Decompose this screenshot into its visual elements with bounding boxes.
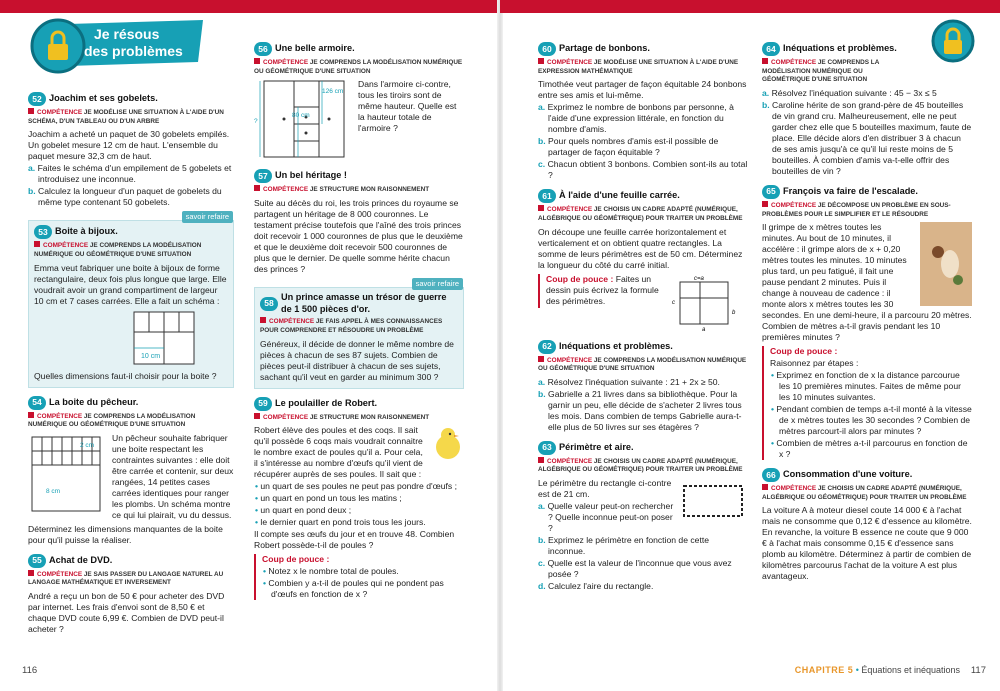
- exercise-title: François va faire de l'escalade.: [783, 186, 918, 197]
- exercise-number: 52: [28, 92, 46, 106]
- competence: COMPÉTENCE JE STRUCTURE MON RAISONNEMENT: [254, 185, 464, 195]
- competence: COMPÉTENCE JE COMPRENDS LA MODÉLISATION NUMÉRIQUE OU GÉOMÉTRIQUE D'UNE SITUATION: [762, 59, 880, 84]
- boite-bijoux-diagram: [34, 310, 230, 368]
- right-page: [500, 0, 1000, 691]
- chapter-footer: CHAPITRE 5 • Équations et inéquations: [794, 665, 960, 676]
- competence: COMPÉTENCE JE CHOISIS UN CADRE ADAPTÉ (NUMÉRIQUE, ALGÉBRIQUE OU GÉOMÉTRIQUE) POUR TRAITER UN PROBLÈME: [538, 457, 743, 474]
- page-number-right: 117: [970, 664, 986, 676]
- exercise-64: [762, 42, 972, 177]
- hint-text: Faites un dessin puis écrivez la formule des périmètres.: [546, 273, 659, 306]
- bullet-1: • un quart de ses poules ne peut pas pondre d'œufs ;: [255, 481, 457, 492]
- exercise-title: Joachim et ses gobelets.: [49, 93, 158, 104]
- exercise-text: La voiture A à moteur diesel coute 14 000 € à l'achat mais ne consomme que 0,12 € d'essence au kilomètre. En revanche, la voiture B essence ne coute que 9 000 € à l'achat mais consomme 0,15 € d'essence sans plomb au kilomètre. Déterminez à partir de combien de kilomètres parcourus l'achat de la voiture A est plus avantageux.: [762, 505, 972, 582]
- exercise-57: [254, 169, 464, 275]
- page-number-left: 116: [22, 664, 38, 676]
- exercise-text: Un pêcheur souhaite fabriquer une boite respectant les contraintes suivantes : elle doit être carrée et contenir, sur deux rangées, 14 petites cases carrées identiques pour ranger les plombs. Un schéma montre ce qui lui plairait, vu du dessus.: [112, 432, 234, 520]
- competence: COMPÉTENCE JE COMPRENDS LA MODÉLISATION NUMÉRIQUE OU GÉOMÉTRIQUE D'UNE SITUATION: [538, 356, 747, 373]
- exercise-text-2: Il compte ses œufs du jour et en trouve 48. Combien Robert possède-t-il de poules ?: [254, 529, 455, 551]
- hint-2: • Pendant combien de temps a-t-il monté à la vitesse de x mètres toutes les 30 secondes ? Combien de mètres parcourt-il alors par minutes ?: [771, 404, 972, 437]
- exercise-number: 64: [762, 42, 780, 56]
- exercise-62: [538, 340, 748, 433]
- banner-title-line1: Je résous: [94, 26, 160, 42]
- exercise-text: Dans l'armoire ci-contre, tous les tiroirs sont de même hauteur. Quelle est la hauteur totale de l'armoire ?: [358, 79, 457, 134]
- exercise-text: Généreux, il décide de donner le même nombre de pièces à chacun de ses 87 sujets. Combien de pièces peut-il distribuer à chacun de ses sujets, sachant qu'il veut en garder au minimum 300 ?: [260, 338, 454, 382]
- question-b: b. Exprimez le périmètre en fonction de cette inconnue.: [538, 535, 710, 557]
- exercise-56: [254, 42, 464, 161]
- right-column-1: [538, 42, 748, 600]
- header-banner: [28, 16, 208, 78]
- exercise-52: [28, 92, 234, 208]
- bullet-3: • un quart en pond deux ;: [255, 505, 352, 516]
- exercise-number: 59: [254, 397, 272, 411]
- exercise-title: Un bel héritage !: [275, 170, 347, 181]
- svg-text:c=a: c=a: [694, 275, 704, 282]
- question-a: a. Faites le schéma d'un empilement de 5 gobelets et introduisez une inconnue.: [28, 163, 232, 185]
- exercise-number: 55: [28, 554, 46, 568]
- competence: COMPÉTENCE JE MODÉLISE UNE SITUATION À L'AIDE D'UNE EXPRESSION MATHÉMATIQUE: [538, 59, 739, 75]
- exercise-title: Boite à bijoux.: [55, 226, 118, 237]
- svg-text:126 cm: 126 cm: [322, 88, 344, 96]
- exercise-text: Joachim a acheté un paquet de 30 gobelets empilés. Un gobelet mesure 12 cm de haut. L'ensemble du paquet mesure 32,3 cm de haut.: [28, 129, 230, 162]
- svg-text:8 cm: 8 cm: [46, 487, 61, 495]
- competence: COMPÉTENCE JE COMPRENDS LA MODÉLISATION NUMÉRIQUE OU GÉOMÉTRIQUE D'UNE SITUATION: [34, 242, 202, 258]
- question-b: b. Caroline hérite de son grand-père de 45 bouteilles de vin grand cru. Malheureusement, elle ne peut garder chez elle que 5 bouteilles maximum, faute de place. Elle décide alors d'en distribuer 3 à chacun de ses amis jusqu'à ce qu'il lui reste moins de 5 bouteilles. À combien d'amis va-t-elle offrir des bouteilles de vin ?: [762, 99, 972, 176]
- exercise-text: Timothée veut partager de façon équitable 24 bonbons entre ses amis et lui-même.: [538, 79, 747, 101]
- exercise-63: [538, 441, 748, 592]
- question-c: c. Quelle est la valeur de l'inconnue que vous avez posée ?: [538, 558, 732, 580]
- question-c: c. Chacun obtient 3 bonbons. Combien sont-ils au total ?: [538, 159, 748, 181]
- hint-2: • Combien y a-t-il de poules qui ne pondent pas d'œufs en fonction de x ?: [263, 578, 444, 600]
- carre-diagram: [670, 274, 740, 332]
- exercise-number: 66: [762, 468, 780, 482]
- left-column-2: [254, 42, 464, 608]
- savoir-refaire-tag: savoir refaire: [182, 211, 233, 223]
- question-a: a. Résolvez l'inéquation suivante : 45 − 3x ≤ 5: [762, 87, 937, 98]
- top-bar: [0, 0, 500, 13]
- competence: COMPÉTENCE JE MODÉLISE UNE SITUATION À L'AIDE D'UN SCHÉMA, D'UN TABLEAU OU D'UN ARBRE: [28, 109, 224, 125]
- exercise-title: Une belle armoire.: [275, 43, 355, 54]
- hint-1: • Notez x le nombre total de poules.: [263, 566, 399, 577]
- competence: COMPÉTENCE JE STRUCTURE MON RAISONNEMENT: [254, 413, 464, 423]
- bullet-4: • le dernier quart en pond trois tous les jours.: [255, 517, 426, 528]
- exercise-text: Suite au décès du roi, les trois princes du royaume se partagent un héritage de 8 000 couronnes. Le testament précise toutefois que l'aîné des trois princes doit recevoir 1 000 couronnes de plus que le deuxième et que le deuxième doit recevoir 500 couronnes de plus que le dernier. De quelle somme hérite chacun des princes ?: [254, 197, 463, 274]
- question-b: b. Pour quels nombres d'amis est-il possible de partager de façon équitable ?: [538, 136, 719, 158]
- hint-1: • Exprimez en fonction de x la distance parcourue les 10 premières minutes. Faites de même pour les 10 minutes suivantes.: [771, 370, 961, 403]
- exercise-number: 61: [538, 189, 556, 203]
- hint-3: • Combien de mètres a-t-il parcourus en fonction de x ?: [771, 438, 968, 460]
- svg-text:2 cm: 2 cm: [80, 441, 95, 449]
- exercise-text: Il grimpe de x mètres toutes les minutes. Au bout de 10 minutes, il accélère : il grimpe alors de x + 0,20 mètres toutes les minutes. 10 minutes plus tard, un peu fatigué, il fait une pause pendant 2 minutes. Puis il change à nouveau de cadence : il monte alors x mètres toutes les 30 secondes. En une demi-heure, il a parcouru 20 mètres. Combien de mètres a-t-il gravis pendant les 10 premières minutes ?: [762, 222, 972, 343]
- svg-text:c: c: [672, 299, 675, 306]
- hint-intro: Raisonnez par étapes :: [770, 358, 859, 369]
- question-a: a. Quelle valeur peut-on rechercher ? Quelle inconnue peut-on poser ?: [538, 501, 674, 534]
- right-column-2: [762, 42, 972, 590]
- boite-pecheur-diagram: [28, 433, 108, 515]
- svg-text:?: ?: [254, 118, 258, 126]
- exercise-number: 57: [254, 169, 272, 183]
- chick-icon: [432, 425, 464, 461]
- exercise-text: Emma veut fabriquer une boite à bijoux de forme rectangulaire, deux fois plus longue que large. Elle voudrait avoir un grand compartiment de largeur 10 cm et 7 cases carrées. Elle a fait un schéma :: [34, 262, 227, 306]
- competence: COMPÉTENCE JE COMPRENDS LA MODÉLISATION NUMÉRIQUE OU GÉOMÉTRIQUE D'UNE SITUATION: [28, 412, 196, 429]
- exercise-number: 63: [538, 441, 556, 455]
- exercise-58: [254, 278, 464, 389]
- coup-de-pouce: [254, 554, 464, 600]
- exercise-question: Quelles dimensions faut-il choisir pour la boite ?: [34, 370, 217, 381]
- coup-de-pouce: [538, 274, 664, 308]
- hint-title: Coup de pouce :: [262, 554, 330, 565]
- competence: COMPÉTENCE JE CHOISIS UN CADRE ADAPTÉ (NUMÉRIQUE, ALGÉBRIQUE OU GÉOMÉTRIQUE) POUR TRAITER UN PROBLÈME: [762, 485, 967, 501]
- coup-de-pouce: [762, 346, 972, 460]
- exercise-55: [28, 554, 234, 635]
- competence: COMPÉTENCE JE FAIS APPEL À MES CONNAISSANCES POUR COMPRENDRE ET RÉSOUDRE UN PROBLÈME: [260, 318, 443, 335]
- exercise-66: [762, 468, 972, 582]
- exercise-number: 54: [28, 396, 46, 410]
- competence: COMPÉTENCE JE DÉCOMPOSE UN PROBLÈME EN SOUS-PROBLÈMES POUR LE SIMPLIFIER ET LE RÉSOUDRE: [762, 201, 951, 218]
- exercise-59: [254, 397, 464, 601]
- hint-title: Coup de pouce :: [770, 346, 838, 357]
- armoire-diagram: [254, 79, 354, 161]
- question-a: a. Résolvez l'inéquation suivante : 21 + 2x ≥ 50.: [538, 376, 720, 387]
- exercise-65: [762, 185, 972, 460]
- svg-text:b: b: [732, 309, 736, 316]
- exercise-title: Inéquations et problèmes.: [559, 340, 673, 351]
- question-a: a. Exprimez le nombre de bonbons par personne, à l'aide d'une expression littérale, en fonction du nombre d'amis.: [538, 102, 734, 135]
- exercise-title: Consommation d'une voiture.: [783, 469, 913, 480]
- banner-title-line2: des problèmes: [84, 43, 183, 59]
- exercise-text: André a reçu un bon de 50 € pour acheter des DVD par internet. Les frais d'envoi sont de 8,50 € et chaque DVD coute 6,99 €. Combien de DVD peut-il acheter ?: [28, 591, 225, 635]
- competence: COMPÉTENCE JE COMPRENDS LA MODÉLISATION NUMÉRIQUE OU GÉOMÉTRIQUE D'UNE SITUATION: [254, 59, 463, 75]
- exercise-text: On découpe une feuille carrée horizontalement et verticalement et on obtient quatre rectangles. La somme de leurs périmètres est de 50 cm. Déterminez la longueur du côté du carré initial.: [538, 226, 743, 270]
- climber-photo: [920, 222, 972, 306]
- rectangle-diagram: [678, 478, 748, 524]
- exercise-title: La boite du pêcheur.: [49, 396, 139, 407]
- exercise-title: Le poulailler de Robert.: [275, 397, 378, 408]
- exercise-title: Partage de bonbons.: [559, 43, 650, 54]
- exercise-title: Un prince amasse un trésor de guerre de 1 500 pièces d'or.: [281, 291, 447, 314]
- bullet-2: • un quart en pond un tous les matins ;: [255, 493, 402, 504]
- savoir-refaire-tag: savoir refaire: [412, 278, 463, 290]
- exercise-number: 58: [260, 297, 278, 311]
- exercise-title: À l'aide d'une feuille carrée.: [559, 190, 680, 201]
- question-d: d. Calculez l'aire du rectangle.: [538, 581, 654, 592]
- question-b: b. Calculez la longueur d'un paquet de gobelets du même type contenant 50 gobelets.: [28, 186, 222, 208]
- exercise-text: Le périmètre du rectangle ci-contre est de 21 cm.: [538, 478, 672, 500]
- dim-label: 10 cm: [141, 352, 161, 360]
- chapter-label: CHAPITRE 5: [794, 665, 854, 676]
- exercise-title: Achat de DVD.: [49, 554, 113, 565]
- left-column-1: [28, 92, 234, 643]
- hint-title: Coup de pouce :: [546, 273, 614, 284]
- exercise-title: Inéquations et problèmes.: [783, 43, 897, 54]
- exercise-number: 56: [254, 42, 272, 56]
- exercise-text-2: Déterminez les dimensions manquantes de la boite pour qu'il puisse la réaliser.: [28, 523, 223, 545]
- exercise-text: Robert élève des poules et des coqs. Il sait qu'il possède 6 coqs mais voudrait connaitre le nombre exact de poules qu'il a. Pour cela, il s'intéresse au nombre d'œufs qu'il vient de récupérer auprès de ses poules. Il sait que :: [254, 425, 423, 480]
- exercise-title: Périmètre et aire.: [559, 441, 634, 452]
- competence: COMPÉTENCE JE CHOISIS UN CADRE ADAPTÉ (NUMÉRIQUE, ALGÉBRIQUE OU GÉOMÉTRIQUE) POUR TRAITER UN PROBLÈME: [538, 206, 743, 222]
- exercise-number: 53: [34, 225, 52, 239]
- exercise-61: [538, 189, 748, 331]
- competence: COMPÉTENCE JE SAIS PASSER DU LANGAGE NATUREL AU LANGAGE MATHÉMATIQUE ET INVERSEMENT: [28, 570, 224, 587]
- svg-text:80 cm: 80 cm: [292, 112, 310, 120]
- exercise-53: [28, 212, 234, 387]
- exercise-number: 65: [762, 185, 780, 199]
- exercise-number: 60: [538, 42, 556, 56]
- chapter-title: Équations et inéquations: [861, 665, 960, 676]
- question-b: b. Gabrielle a 21 livres dans sa bibliothèque. Pour la garnir un peu, elle décide de s'acheter 2 livres tous les mois. Dans combien de temps Gabrielle aura-t-elle plus de 50 livres sur ses étagères ?: [538, 388, 742, 432]
- exercise-60: [538, 42, 748, 181]
- exercise-54: [28, 396, 234, 546]
- exercise-number: 62: [538, 340, 556, 354]
- top-bar: [500, 0, 1000, 13]
- svg-text:a: a: [702, 326, 706, 332]
